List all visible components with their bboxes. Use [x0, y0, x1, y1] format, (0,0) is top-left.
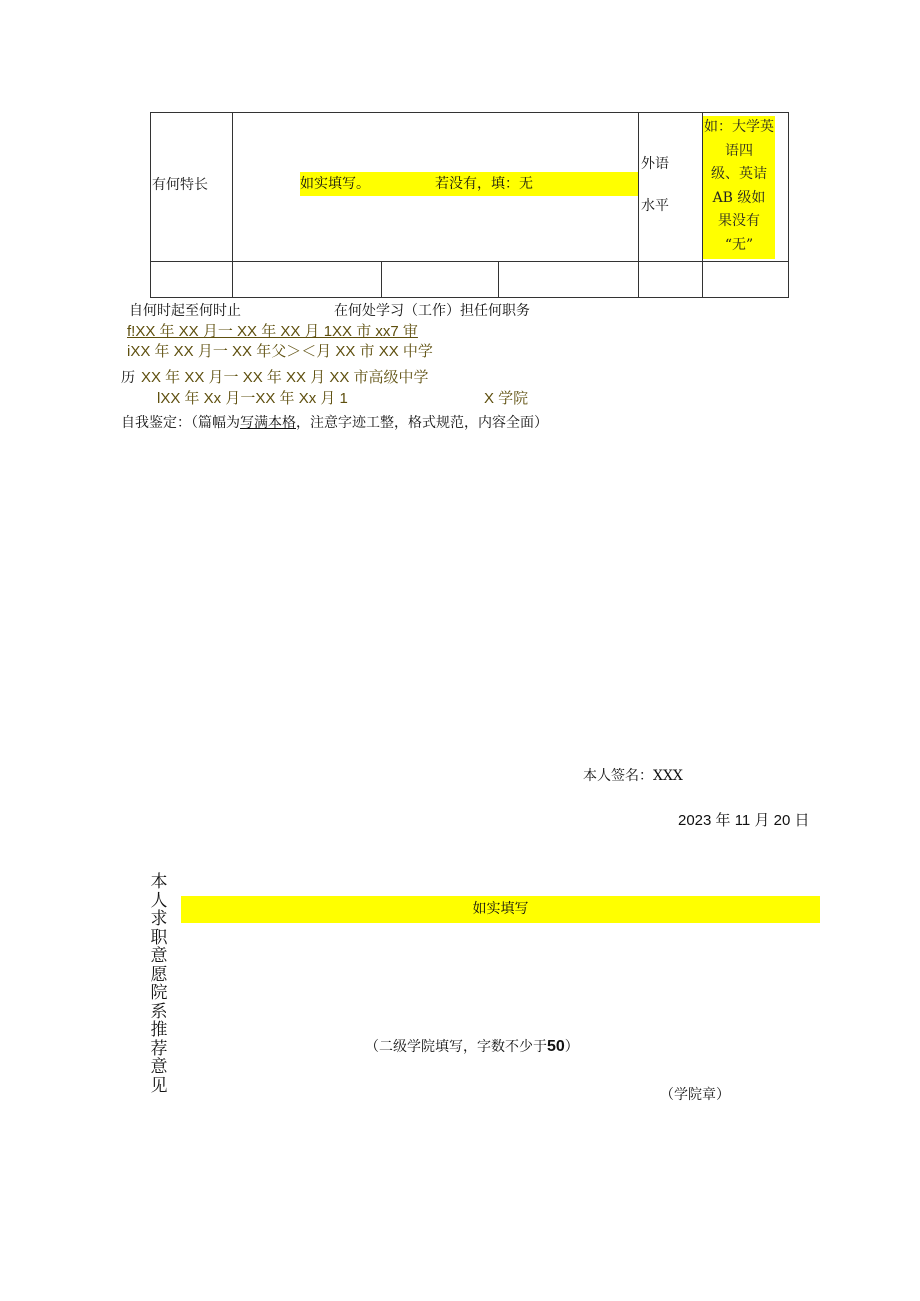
specialty-label: 有何特长 — [152, 177, 208, 193]
self-evaluation-underlined: 写满本格 — [240, 415, 296, 431]
college-note-number: 50 — [547, 1038, 565, 1055]
signature-date: 2023 年 11 月 20 日 — [678, 812, 810, 829]
college-note-prefix: （二级学院填写，字数不少于 — [365, 1039, 547, 1055]
foreign-language-hint-line: 如：大学英 — [704, 119, 774, 135]
vertical-char: 愿 — [150, 964, 168, 984]
foreign-language-hint-line: 语四 — [725, 142, 753, 159]
specialty-hint-left: 如实填写。 — [300, 176, 370, 192]
foreign-language-hint-line: AB 级如 — [712, 189, 766, 206]
history-col-time: 自何时起至何时止 — [129, 303, 241, 319]
college-stamp: （学院章） — [660, 1087, 730, 1103]
intent-hint-text: 如实填写 — [472, 901, 529, 917]
foreign-language-label-line2: 水平 — [641, 198, 669, 214]
self-evaluation-prefix: 自我鉴定：（篇幅为 — [121, 415, 240, 431]
history-col-place: 在何处学习（工作）担任何职务 — [334, 303, 530, 319]
history-row-school: X 学院 — [484, 390, 529, 407]
history-row-prefix: 历 — [121, 370, 135, 386]
specialty-hint-right: 若没有，填：无 — [435, 176, 533, 192]
foreign-language-hint-line: 级、英诘 — [711, 166, 767, 182]
vertical-char: 人 — [150, 890, 168, 910]
vertical-char: 推 — [150, 1020, 168, 1039]
college-note-suffix: ） — [564, 1039, 579, 1055]
specialty-hint — [300, 172, 638, 196]
vertical-char: 荐 — [150, 1038, 168, 1058]
vertical-char: 意 — [150, 946, 168, 965]
vertical-char: 系 — [150, 1001, 168, 1021]
foreign-language-label — [641, 153, 669, 215]
college-note — [365, 1036, 579, 1056]
intent-vertical-label — [148, 873, 170, 1095]
history-row: f!XX 年 XX 月一 XX 年 XX 月 1XX 市 xx7 审 — [127, 323, 418, 340]
vertical-char: 本 — [150, 872, 168, 891]
history-row: lXX 年 Xx 月一XX 年 Xx 月 1 — [157, 390, 348, 407]
vertical-char: 院 — [150, 983, 168, 1002]
self-evaluation-rest: ，注意字迹工整，格式规范，内容全面） — [296, 415, 548, 431]
intent-hint — [181, 896, 820, 923]
vertical-char: 意 — [150, 1057, 168, 1076]
foreign-language-hint — [703, 116, 775, 259]
foreign-language-hint-line: “无” — [724, 236, 754, 253]
vertical-char: 见 — [150, 1075, 168, 1095]
history-row: iXX 年 XX 月一 XX 年父＞＜月 XX 市 XX 中学 — [127, 343, 433, 360]
foreign-language-hint-line: 果没有 — [718, 213, 760, 229]
foreign-language-label-line1: 外语 — [641, 156, 669, 172]
vertical-char: 职 — [150, 927, 168, 947]
signature-label: 本人签名：XXX — [583, 768, 683, 784]
self-evaluation-label — [121, 412, 548, 432]
vertical-char: 求 — [150, 909, 168, 928]
history-row: XX 年 XX 月一 XX 年 XX 月 XX 市高级中学 — [141, 369, 429, 386]
